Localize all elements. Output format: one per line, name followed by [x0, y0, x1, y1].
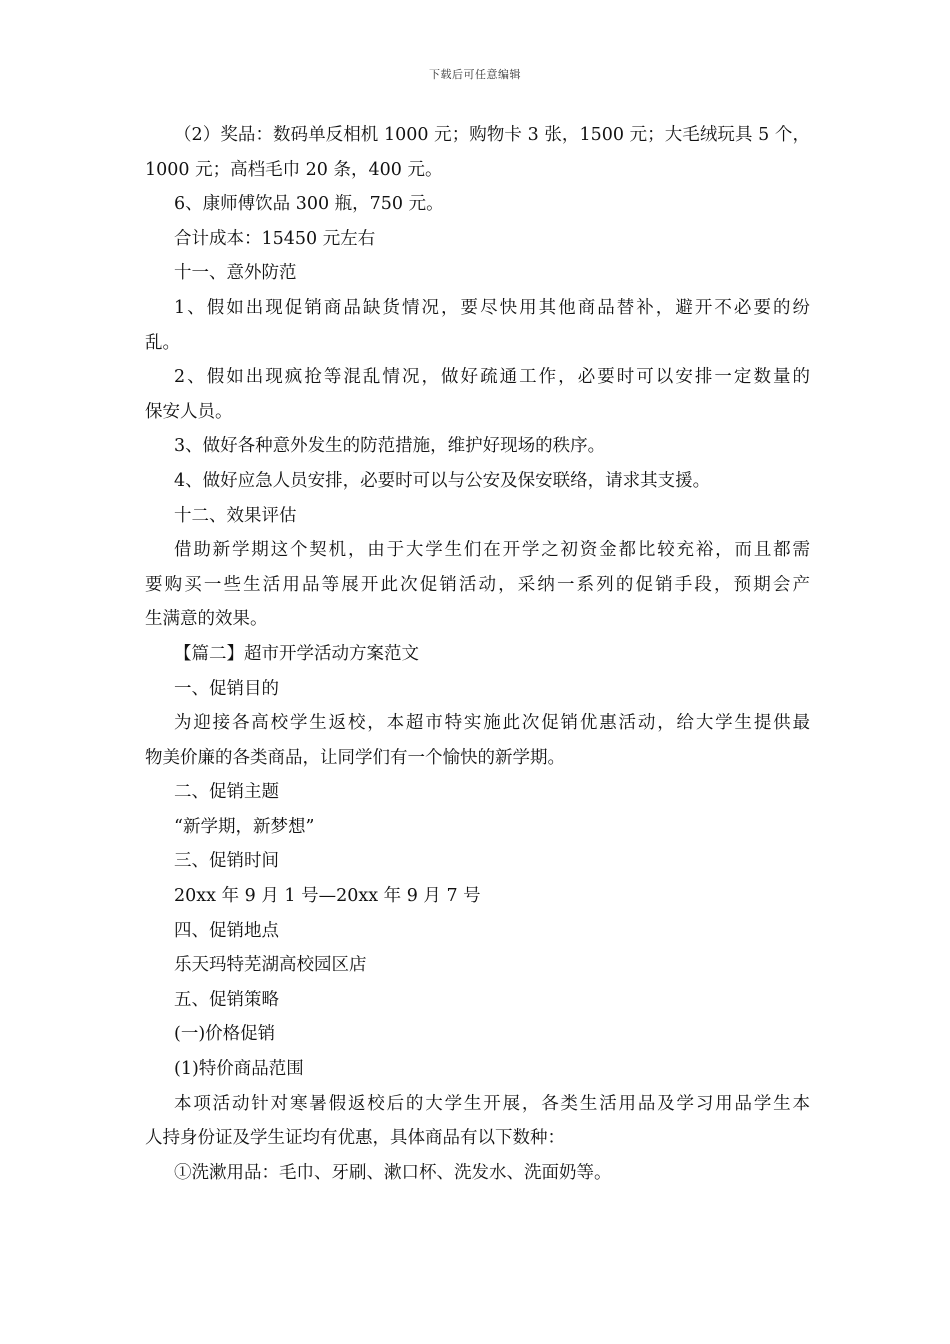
text-line: 6、康师傅饮品 300 瓶，750 元。	[174, 194, 444, 215]
text-line: 2、假如出现疯抢等混乱情况，做好疏通工作，必要时可以安排一定数量的	[174, 367, 810, 388]
text-line: 一、促销目的	[174, 678, 279, 699]
text-line: 合计成本：15450 元左右	[174, 228, 376, 249]
text-line: 3、做好各种意外发生的防范措施，维护好现场的秩序。	[174, 436, 606, 457]
text-line: 20xx 年 9 月 1 号—20xx 年 9 月 7 号	[174, 886, 481, 907]
text-line: 保安人员。	[145, 401, 233, 422]
document-body	[145, 118, 810, 1190]
text-line: 十二、效果评估	[174, 505, 297, 526]
text-line: 人持身份证及学生证均有优惠，具体商品有以下数种：	[145, 1128, 565, 1149]
text-line: 借助新学期这个契机，由于大学生们在开学之初资金都比较充裕，而且都需	[174, 540, 810, 561]
text-line: 五、促销策略	[174, 989, 279, 1010]
text-line: 要购买一些生活用品等展开此次促销活动，采纳一系列的促销手段，预期会产	[145, 574, 810, 595]
text-line: 1、假如出现促销商品缺货情况，要尽快用其他商品替补，避开不必要的纷	[174, 297, 810, 318]
text-line: 为迎接各高校学生返校，本超市特实施此次促销优惠活动，给大学生提供最	[174, 713, 810, 734]
text-line: 生满意的效果。	[145, 609, 268, 630]
text-line: 二、促销主题	[174, 782, 279, 803]
text-line: （2）奖品：数码单反相机 1000 元；购物卡 3 张，1500 元；大毛绒玩具 5 个，	[174, 125, 810, 145]
text-line: 四、促销地点	[174, 920, 279, 941]
text-line: 三、促销时间	[174, 851, 279, 872]
text-line: 十一、意外防范	[174, 263, 297, 284]
text-line: 本项活动针对寒暑假返校后的大学生开展，各类生活用品及学习用品学生本	[174, 1093, 810, 1114]
page-header-note: 下载后可任意编辑	[429, 68, 521, 81]
text-line: (一)价格促销	[174, 1024, 276, 1045]
text-line: 【篇二】超市开学活动方案范文	[174, 643, 419, 664]
text-line: ①洗漱用品：毛巾、牙刷、漱口杯、洗发水、洗面奶等。	[174, 1162, 612, 1183]
text-line: 乱。	[145, 332, 180, 353]
text-line: 乐天玛特芜湖高校园区店	[174, 955, 367, 976]
text-line: 物美价廉的各类商品，让同学们有一个愉快的新学期。	[145, 747, 565, 768]
text-line: 4、做好应急人员安排，必要时可以与公安及保安联络，请求其支援。	[174, 470, 711, 491]
text-line: 1000 元；高档毛巾 20 条，400 元。	[145, 159, 443, 180]
text-line: (1)特价商品范围	[174, 1059, 304, 1080]
text-line: “新学期，新梦想”	[174, 816, 315, 837]
